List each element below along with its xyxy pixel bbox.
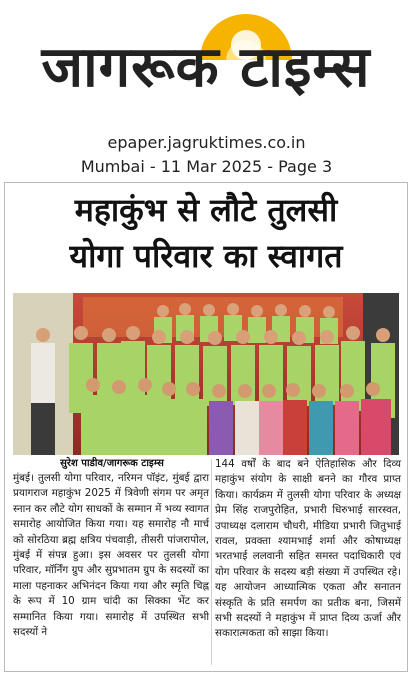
edition-info — [0, 132, 413, 178]
article-clipping — [4, 182, 408, 672]
article-body-column-1: मुंबई। तुलसी योगा परिवार, नरिमन पॉइंट, मुंबई द्वारा प्रयागराज महाकुंभ 2025 में त्रिवेणी संगम पर अमृत स्नान कर लौटे योग साधकों के सम्मान में भव्य स्वागत समारोह आयोजित किया गया। यह समारोह नौ मार्च को सोरठिया ब्रह्म क्षत्रिय पंचवाड़ी, तीसरी पांजरापोल, मुंबई में संपन्न हुआ। इस अवसर पर तुलसी योगा परिवार, मॉर्निंग ग्रुप और सुप्रभातम ग्रुप के सदस्यों का माला पहनाकर अभिनंदन किया गया और स्मृति चिह्न के रूप में 10 ग्राम चांदी का सिक्का भेंट कर सम्मानित किया गया। समारोह में उपस्थित सभी सदस्यों ने — [13, 472, 209, 639]
article-body-column-2: 144 वर्षों के बाद बने ऐतिहासिक और दिव्य महाकुंभ संयोग के साक्षी बनने का गौरव प्राप्त किया। कार्यक्रम में तुलसी योगा परिवार के अध्यक्ष प्रेम सिंह राजपुरोहित, प्रभारी धिरुभाई सारस्वत, उपाध्यक्ष दलाराम चौधरी, मीडिया प्रभारी जितुभाई रावल, प्रवक्ता श्यामभाई शर्मा और कोषाध्यक्ष भरतभाई ललवानी सहित समस्त पदाधिकारी एवं योग परिवार के सदस्य बड़ी संख्या में उपस्थित रहे। यह आयोजन आध्यात्मिक एकता और सनातन संस्कृति के प्रति समर्पण का प्रतीक बना, जिसमें सभी सदस्यों ने महाकुंभ में प्राप्त दिव्य ऊर्जा और सकारात्मकता को साझा किया। — [215, 458, 401, 640]
group-photo — [13, 293, 399, 455]
logo-wordmark: जागरूक टाइम्स — [41, 35, 371, 100]
newspaper-logo[interactable] — [16, 8, 396, 116]
article-headline — [5, 187, 407, 279]
headline-line-1: महाकुंभ से लौटे तुलसी — [74, 191, 338, 229]
byline: सुरेश पाडीव/जागरूक टाइम्स — [60, 458, 164, 469]
masthead — [0, 0, 413, 176]
headline-line-2: योगा परिवार का स्वागत — [69, 237, 343, 275]
column-divider — [211, 459, 212, 665]
edition-date-page: Mumbai - 11 Mar 2025 - Page 3 — [80, 157, 333, 176]
epaper-url[interactable]: epaper.jagruktimes.co.in — [107, 133, 306, 152]
